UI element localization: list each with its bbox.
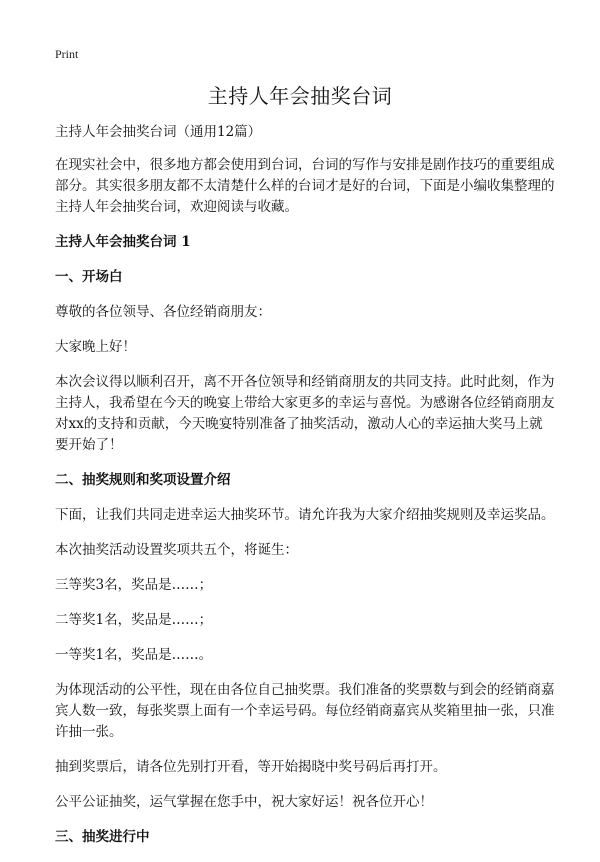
article-subtitle: 主持人年会抽奖台词（通用12篇） [55,124,262,140]
paragraph-greeting: 尊敬的各位领导、各位经销商朋友： [55,304,271,320]
paragraph-prize-count: 本次抽奖活动设置奖项共五个，将诞生： [55,542,298,558]
paragraph-first-prize: 一等奖1名，奖品是……。 [55,647,213,663]
section-title: 主持人年会抽奖台词 1 [55,234,191,250]
paragraph-third-prize: 三等奖3名，奖品是……； [55,577,213,593]
heading-drawing: 三、抽奖进行中 [55,829,150,845]
paragraph-good-evening: 大家晚上好！ [55,339,136,355]
print-link[interactable]: Print [55,47,79,61]
heading-rules: 二、抽奖规则和奖项设置介绍 [55,472,231,488]
paragraph-open-later: 抽到奖票后，请各位先别打开看，等开始揭晓中奖号码后再打开。 [55,759,447,775]
intro-paragraph: 在现实社会中，很多地方都会使用到台词，台词的写作与安排是剧作技巧的重要组成部分。其实很多朋友都不太清楚什么样的台词才是好的台词，下面是小编收集整理的主持人年会抽奖台词，欢迎阅读与收藏。 [55,157,555,215]
page-title: 主持人年会抽奖台词 [207,84,393,108]
paragraph-fairness: 为体现活动的公平性，现在由各位自己抽奖票。我们准备的奖票数与到会的经销商嘉宾人数一致，每张奖票上面有一个幸运号码。每位经销商嘉宾从奖箱里抽一张，只准许抽一张。 [55,682,555,740]
paragraph-second-prize: 二等奖1名，奖品是……； [55,612,213,628]
paragraph-good-luck: 公平公证抽奖，运气掌握在您手中，祝大家好运！祝各位开心！ [55,794,433,810]
article-body [55,122,555,862]
heading-opening: 一、开场白 [55,269,123,285]
paragraph-opening-speech: 本次会议得以顺利召开，离不开各位领导和经销商朋友的共同支持。此时此刻，作为主持人，我希望在今天的晚宴上带给大家更多的幸运与喜悦。为感谢各位经销商朋友对xx的支持和贡献，今天晚宴特别准备了抽奖活动，激动人心的幸运抽大奖马上就要开始了！ [55,374,555,453]
paragraph-rules-intro: 下面，让我们共同走进幸运大抽奖环节。请允许我为大家介绍抽奖规则及幸运奖品。 [55,507,555,523]
